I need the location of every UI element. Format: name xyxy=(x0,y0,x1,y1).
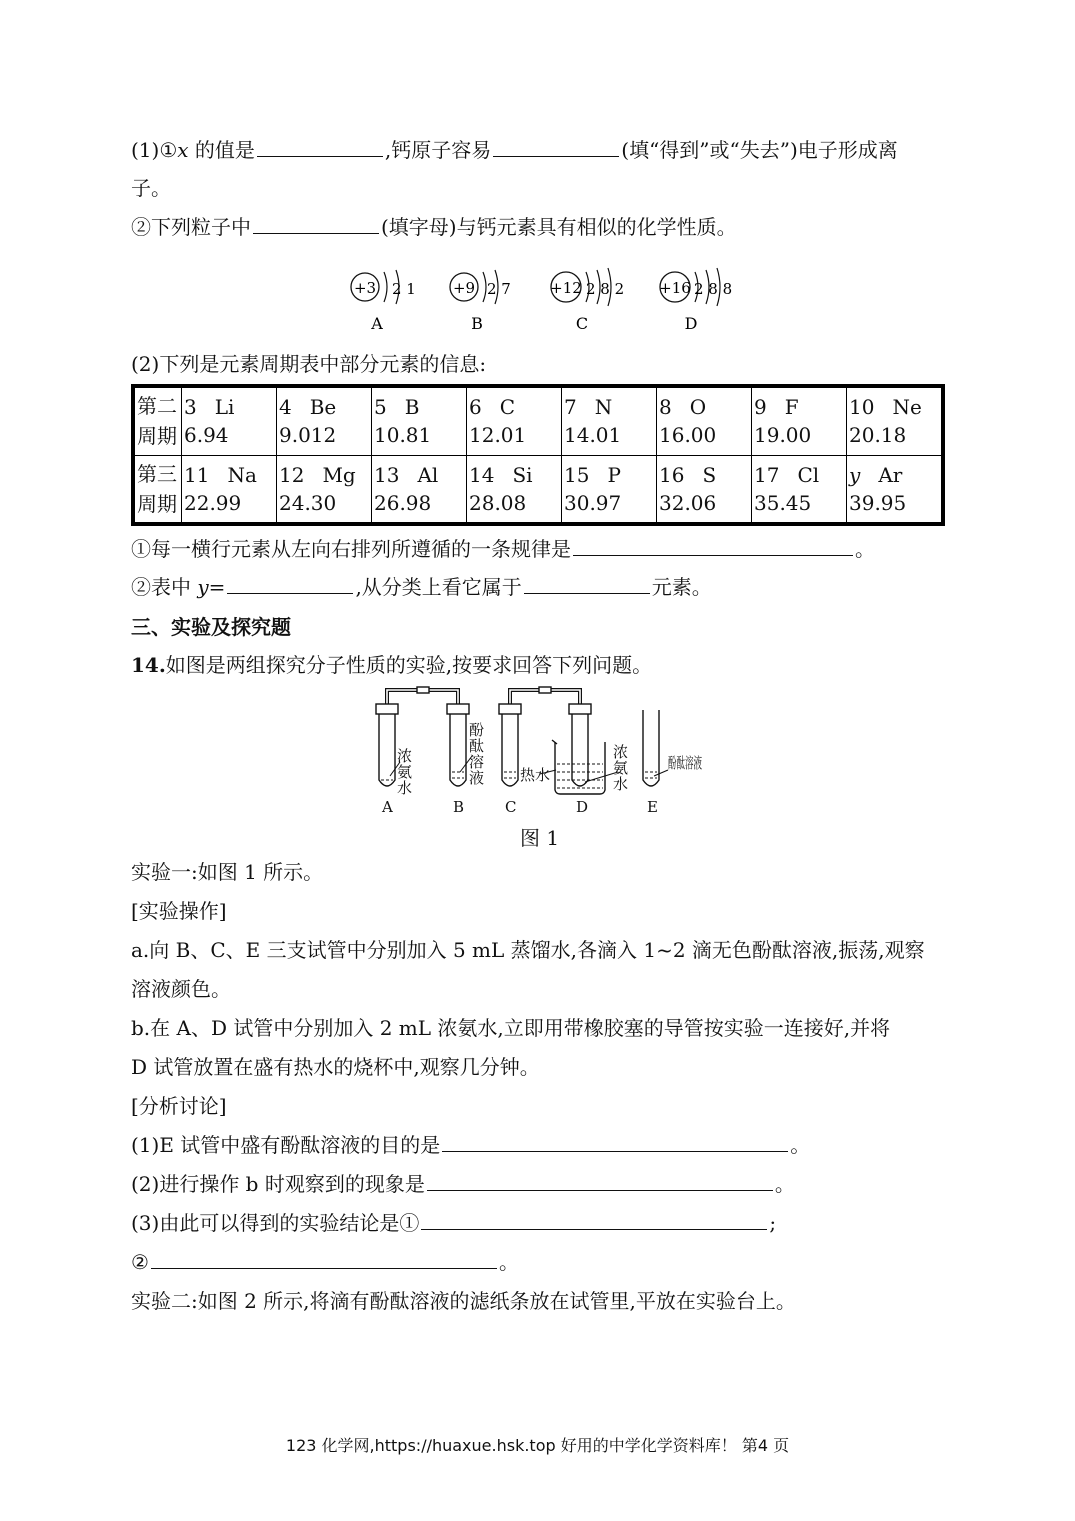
atom-nucleus: +16 xyxy=(659,279,691,297)
q13-part1-a-wrap: 子。 xyxy=(131,176,171,200)
answer-blank[interactable] xyxy=(421,1211,767,1230)
element-cell: 4 Be 9.012 xyxy=(277,388,372,456)
label-phenol-b: 酚酞溶液 xyxy=(467,722,485,786)
period-cell: 第三周期 xyxy=(135,455,182,523)
answer-blank[interactable] xyxy=(493,138,619,157)
disc-3: (3)由此可以得到的实验结论是① ; xyxy=(131,1211,777,1235)
atom-diagram-a xyxy=(351,270,416,333)
atom-shells: 2 1 xyxy=(392,280,416,298)
op-a-line1: a.向 B、C、E 三支试管中分别加入 5 mL 蒸馏水,各滴入 1~2 滴无色酚酞溶液,振荡,观察 xyxy=(131,938,925,962)
element-cell: 5 B 10.81 xyxy=(372,388,467,456)
answer-blank[interactable] xyxy=(442,1133,788,1152)
element-cell: 17 Cl 35.45 xyxy=(752,455,847,523)
tube-label: B xyxy=(453,798,465,816)
atom-diagram-c xyxy=(550,268,624,333)
tube-label: A xyxy=(382,798,393,816)
disc-1: (1)E 试管中盛有酚酞溶液的目的是 。 xyxy=(131,1133,811,1157)
disc-title: [分析讨论] xyxy=(131,1094,227,1118)
table-row xyxy=(135,388,942,456)
element-cell: 11 Na 22.99 xyxy=(182,455,277,523)
label-phenol-e: 酚酞溶液 xyxy=(668,754,702,772)
label-ammonia-a: 浓氨水 xyxy=(395,748,413,796)
op-title: [实验操作] xyxy=(131,899,227,923)
answer-blank[interactable] xyxy=(427,1172,773,1191)
periodic-table-excerpt xyxy=(131,384,945,526)
q14-intro: 14.如图是两组探究分子性质的实验,按要求回答下列问题。 xyxy=(131,653,653,677)
atom-label: B xyxy=(471,314,483,333)
element-cell: 10 Ne 20.18 xyxy=(847,388,942,456)
element-cell: 13 Al 26.98 xyxy=(372,455,467,523)
element-cell: y Ar 39.95 xyxy=(847,455,942,523)
q13-part1-a: (1)①x 的值是 ,钙原子容易 (填“得到”或“失去”)电子形成离 xyxy=(131,138,898,162)
element-cell: 12 Mg 24.30 xyxy=(277,455,372,523)
op-b-line2: D 试管放置在盛有热水的烧杯中,观察几分钟。 xyxy=(131,1055,540,1079)
page-footer: 123 化学网,https://huaxue.hsk.top 好用的中学化学资料库！ 第4 页 xyxy=(285,1436,790,1455)
experiment-figure-1 xyxy=(360,684,720,820)
figure-caption: 图 1 xyxy=(520,826,560,850)
atom-label: C xyxy=(575,314,589,333)
label-hot-water: 热水 xyxy=(520,766,551,784)
element-cell: 8 O 16.00 xyxy=(657,388,752,456)
element-cell: 9 F 19.00 xyxy=(752,388,847,456)
disc-4: ② 。 xyxy=(131,1250,519,1274)
table-row xyxy=(135,455,942,523)
answer-blank[interactable] xyxy=(253,215,379,234)
answer-blank[interactable] xyxy=(257,138,383,157)
element-cell: 7 N 14.01 xyxy=(562,388,657,456)
exp1-title: 实验一:如图 1 所示。 xyxy=(131,860,324,884)
atom-structure-diagrams xyxy=(330,262,750,338)
answer-blank[interactable] xyxy=(524,575,650,594)
label-ammonia-d: 浓氨水 xyxy=(611,744,629,792)
atom-label: D xyxy=(684,314,698,333)
disc-2: (2)进行操作 b 时观察到的现象是 。 xyxy=(131,1172,795,1196)
q13-part2-intro: (2)下列是元素周期表中部分元素的信息: xyxy=(131,352,487,376)
element-cell: 14 Si 28.08 xyxy=(467,455,562,523)
q13-part1-b: ②下列粒子中 (填字母)与钙元素具有相似的化学性质。 xyxy=(131,215,737,239)
q13-part2-a: ①每一横行元素从左向右排列所遵循的一条规律是 。 xyxy=(131,537,875,561)
answer-blank[interactable] xyxy=(151,1250,497,1269)
tube-label: E xyxy=(647,798,658,816)
op-b-line1: b.在 A、D 试管中分别加入 2 mL 浓氨水,立即用带橡胶塞的导管按实验一连接好,并将 xyxy=(131,1016,891,1040)
element-cell: 6 C 12.01 xyxy=(467,388,562,456)
atom-label: A xyxy=(371,314,383,333)
answer-blank[interactable] xyxy=(227,575,353,594)
element-cell: 16 S 32.06 xyxy=(657,455,752,523)
tube-label: D xyxy=(576,798,589,816)
atom-shells: 2 8 8 xyxy=(694,280,733,298)
section-title: 三、实验及探究题 xyxy=(131,615,291,639)
atom-diagram-b xyxy=(450,270,511,333)
exp2-title: 实验二:如图 2 所示,将滴有酚酞溶液的滤纸条放在试管里,平放在实验台上。 xyxy=(131,1289,796,1313)
op-a-line2: 溶液颜色。 xyxy=(131,977,231,1001)
atom-nucleus: +3 xyxy=(353,279,377,297)
atom-shells: 2 8 2 xyxy=(586,280,625,298)
atom-nucleus: +9 xyxy=(452,279,476,297)
atom-nucleus: +12 xyxy=(550,279,582,297)
period-cell: 第二周期 xyxy=(135,388,182,456)
q13-part2-b: ②表中 y= ,从分类上看它属于 元素。 xyxy=(131,575,712,599)
element-cell: 15 P 30.97 xyxy=(562,455,657,523)
answer-blank[interactable] xyxy=(573,537,853,556)
atom-shells: 2 7 xyxy=(487,280,511,298)
element-cell: 3 Li 6.94 xyxy=(182,388,277,456)
atom-diagram-d xyxy=(659,268,732,333)
tube-label: C xyxy=(505,798,517,816)
